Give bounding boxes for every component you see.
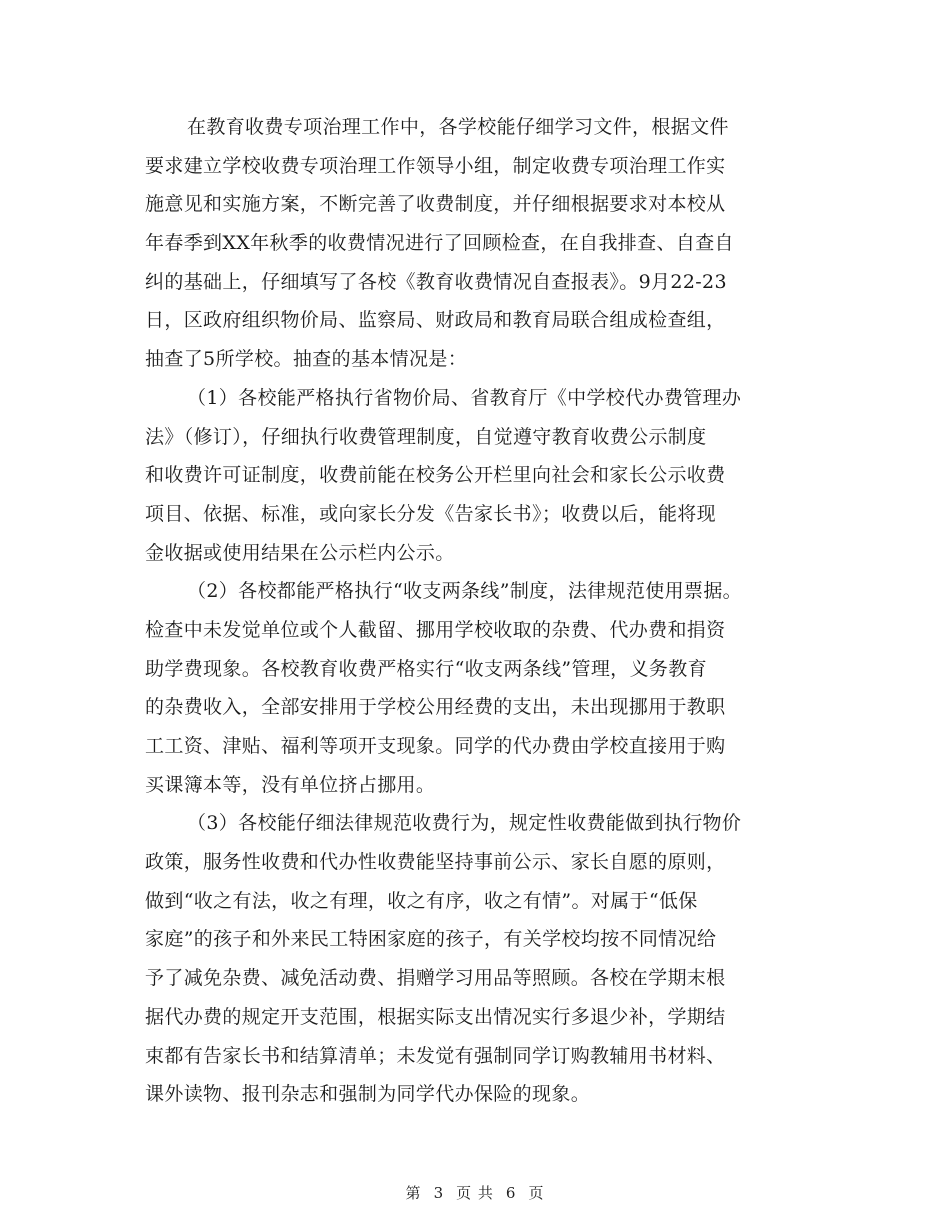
text-line: 家庭”的孩子和外来民工特困家庭的孩子，有关学校均按不同情况给 xyxy=(145,928,717,951)
text-line: 束都有告家长书和结算清单；未发觉有强制同学订购教辅用书材料、 xyxy=(145,1044,726,1067)
paragraph-3 xyxy=(145,572,825,804)
text-line: 法》（修订），仔细执行收费管理制度，自觉遵守教育收费公示制度 xyxy=(145,425,707,448)
text-line: 抽查了5所学校。抽查的基本情况是： xyxy=(145,348,468,371)
text-line: （2）各校都能严格执行“收支两条线”制度，法律规范使用票据。 xyxy=(187,580,743,603)
text-line: 年春季到XX年秋季的收费情况进行了回顾检查，在自我排查、自查自 xyxy=(145,232,734,255)
text-line: 助学费现象。各校教育收费严格实行“收支两条线”管理，义务教育 xyxy=(145,657,707,680)
text-line: 项目、依据、标准，或向家长分发《告家长书》；收费以后，能将现 xyxy=(145,502,717,525)
text-line: 在教育收费专项治理工作中，各学校能仔细学习文件，根据文件 xyxy=(187,116,729,138)
footer-middle: 页 共 xyxy=(456,1184,494,1202)
text-line: 和收费许可证制度，收费前能在校务公开栏里向社会和家长公示收费 xyxy=(145,464,726,487)
text-line: 的杂费收入，全部安排用于学校公用经费的支出，未出现挪用于教职 xyxy=(145,696,726,719)
paragraph-2 xyxy=(145,379,825,572)
text-line: （1）各校能严格执行省物价局、省教育厅《中学校代办费管理办 xyxy=(187,386,742,409)
text-line: 日，区政府组织物价局、监察局、财政局和教育局联合组成检查组， xyxy=(145,309,726,332)
text-line: 据代办费的规定开支范围，根据实际支出情况实行多退少补，学期结 xyxy=(145,1005,726,1028)
text-line: 工工资、津贴、福利等项开支现象。同学的代办费由学校直接用于购 xyxy=(145,735,726,757)
text-line: 检查中未发觉单位或个人截留、挪用学校收取的杂费、代办费和捐资 xyxy=(145,618,726,641)
paragraph-4 xyxy=(145,804,825,1114)
page-footer xyxy=(0,1182,950,1203)
total-pages-number: 6 xyxy=(505,1184,517,1202)
text-line: 政策，服务性收费和代办性收费能坚持事前公示、家长自愿的原则， xyxy=(145,851,726,874)
text-line: 做到“收之有法，收之有理，收之有序，收之有情”。对属于“低保 xyxy=(145,889,698,912)
text-line: （3）各校能仔细法律规范收费行为，规定性收费能做到执行物价 xyxy=(187,812,742,835)
paragraph-1 xyxy=(145,108,825,379)
text-line: 课外读物、报刊杂志和强制为同学代办保险的现象。 xyxy=(145,1083,591,1106)
text-line: 施意见和实施方案，不断完善了收费制度，并仔细根据要求对本校从 xyxy=(145,193,726,216)
document-body xyxy=(145,108,825,1114)
footer-prefix: 第 xyxy=(405,1184,422,1202)
text-line: 买课簿本等，没有单位挤占挪用。 xyxy=(145,773,436,796)
text-line: 予了减免杂费、减免活动费、捐赠学习用品等照顾。各校在学期末根 xyxy=(145,967,726,990)
text-line: 要求建立学校收费专项治理工作领导小组，制定收费专项治理工作实 xyxy=(145,154,726,177)
text-line: 纠的基础上，仔细填写了各校《教育收费情况自查报表》。9月22-23 xyxy=(145,270,727,293)
footer-suffix: 页 xyxy=(528,1184,545,1202)
text-line: 金收据或使用结果在公示栏内公示。 xyxy=(145,541,455,564)
current-page-number: 3 xyxy=(433,1184,445,1202)
